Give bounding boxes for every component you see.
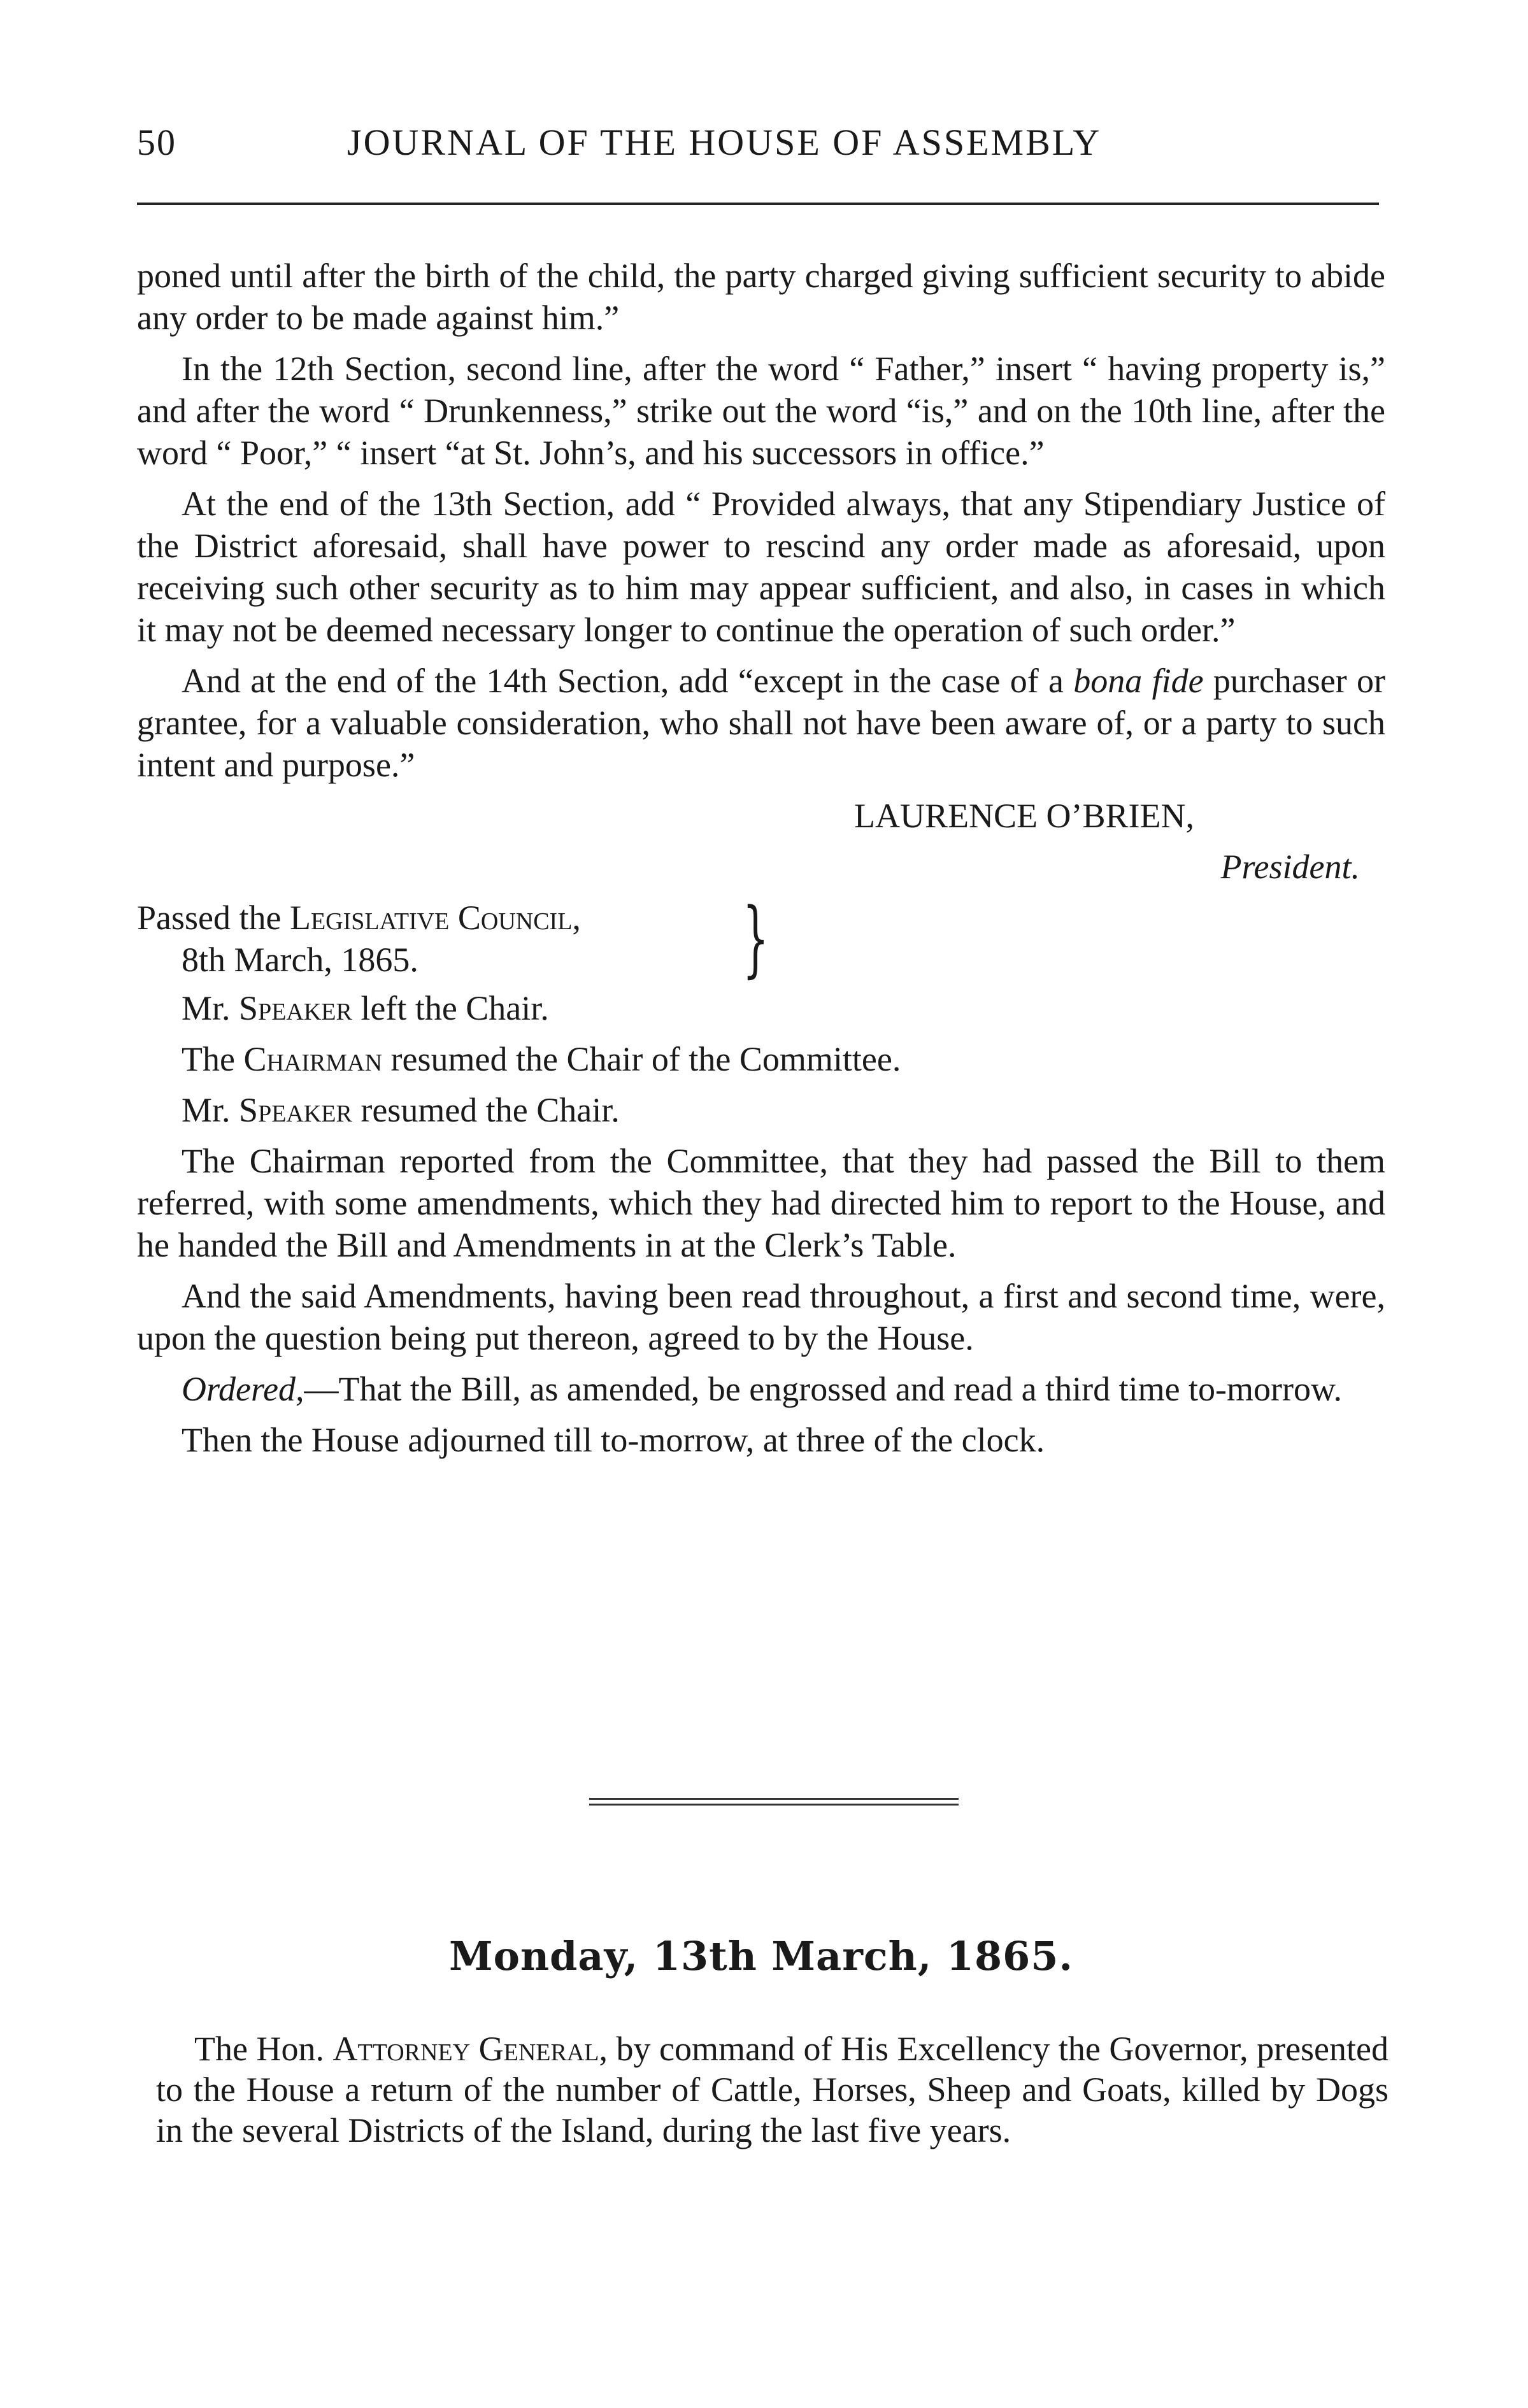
date-heading: Monday, 13th March, 1865. [448, 1933, 1074, 1979]
ordered-paragraph: Ordered,—That the Bill, as amended, be engrossed and read a third time to-morrow. [182, 1370, 1342, 1408]
p4-text-b: purchaser or grantee, for a valuable consideration, who shall not have been aware of, or a party to such intent and purpose.” [137, 662, 1385, 784]
paragraph-14th-section [137, 660, 1385, 786]
brace-glyph: } [742, 890, 769, 987]
page-header [137, 115, 1379, 172]
running-title: JOURNAL OF THE HOUSE OF ASSEMBLY [347, 122, 1102, 163]
paragraph-12th-section: In the 12th Section, second line, after the word “ Father,” insert “ having property is,” and after the word “ Drunkenness,” strike out the word “is,” and on the 10th line, after the word “ Poor,” “ insert “at St. John’s, and his successors in office.” [137, 350, 1385, 472]
section-divider [589, 1798, 959, 1807]
divider-rule-bottom [589, 1804, 959, 1806]
p4-text-a: And at the end of the 14th Section, add “except in the case of a [182, 662, 1074, 700]
header-rule [137, 203, 1379, 205]
attorney-general-paragraph: The Hon. Attorney General, by command of His Excellency the Governor, presented to the House a return of the number of Cattle, Horses, Sheep and Goats, killed by Dogs in the several Districts of the Island, during the last five years. [156, 2030, 1389, 2149]
divider-rule-top [589, 1798, 959, 1800]
main-text [137, 255, 1385, 1470]
speaker-resumed: Mr. Speaker resumed the Chair. [182, 1091, 620, 1129]
signature-name: LAURENCE O’BRIEN, [854, 797, 1194, 835]
passed-line-1: Passed the Legislative Council, [137, 899, 581, 937]
paragraph-13th-section: At the end of the 13th Section, add “ Provided always, that any Stipendiary Justice of the District aforesaid, shall have power to rescind any order made as aforesaid, upon receiving such other security as to him may appear sufficient, and also, in cases in which it may not be deemed necessary longer to continue the operation of such order.” [137, 485, 1385, 649]
page-number: 50 [137, 122, 176, 163]
chairman-resumed: The Chairman resumed the Chair of the Committee. [182, 1040, 901, 1078]
p4-italic: bona fide [1073, 662, 1204, 700]
house-adjourned: Then the House adjourned till to-morrow, at three of the clock. [182, 1421, 1045, 1459]
chairman-report: The Chairman reported from the Committee, that they had passed the Bill to them referred, with some amendments, which they had directed him to report to the House, and he handed the Bill and Amendments in at the Clerk’s Table. [137, 1142, 1385, 1264]
signature-title: President. [1220, 848, 1360, 886]
passed-date: 8th March, 1865. [182, 941, 418, 979]
amendments-agreed: And the said Amendments, having been read throughout, a first and second time, were, upon the question being put thereon, agreed to by the House. [137, 1277, 1385, 1357]
paragraph-continued: poned until after the birth of the child, the party charged giving sufficient security to abide any order to be made against him.” [137, 257, 1385, 337]
passed-council-note [137, 890, 1385, 987]
speaker-left: Mr. Speaker left the Chair. [182, 989, 549, 1027]
final-text [156, 2028, 1389, 2151]
